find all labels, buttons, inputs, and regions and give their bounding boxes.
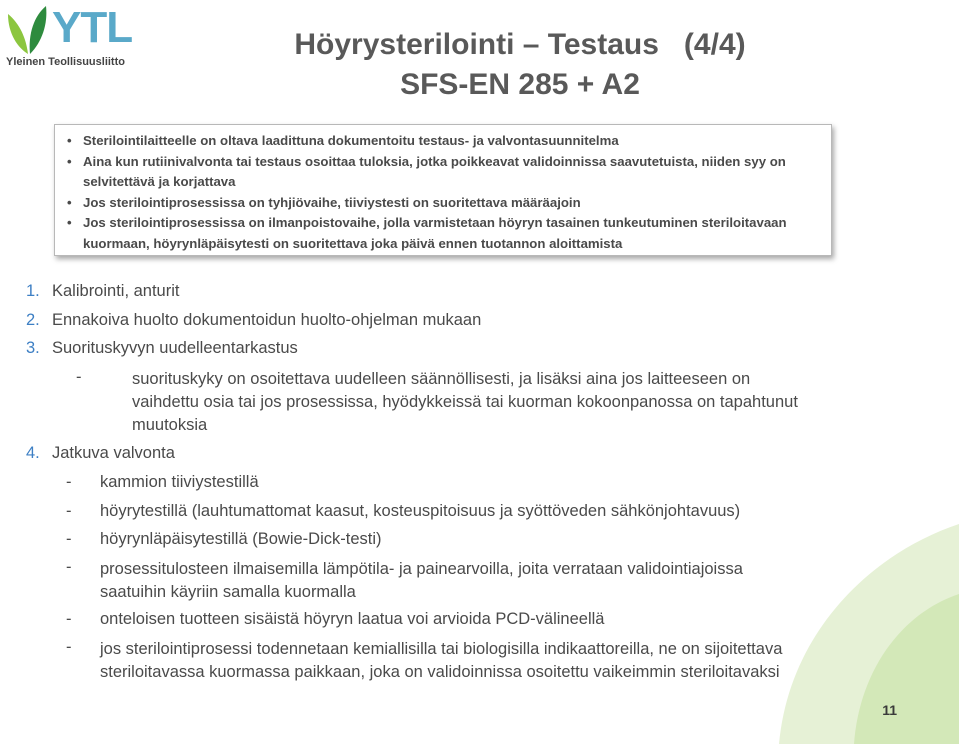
dash-marker: - <box>76 368 82 386</box>
dash-marker: - <box>66 610 72 628</box>
list-text: Jatkuva valvonta <box>52 444 175 462</box>
sub-list-item <box>66 558 743 604</box>
sub-text-line: saatuihin käyriin samalla kuormalla <box>100 583 356 601</box>
leaf-logo-icon <box>4 4 50 56</box>
sub-list-item <box>66 502 740 521</box>
sub-list-item <box>66 610 604 629</box>
sub-text-line: höyrynläpäisytestillä (Bowie-Dick-testi) <box>100 530 382 548</box>
summary-bullet-list <box>67 131 821 254</box>
dash-marker: - <box>66 558 72 576</box>
list-item <box>26 311 481 330</box>
list-text: Suorituskyvyn uudelleentarkastus <box>52 339 298 357</box>
page-subtitle: SFS-EN 285 + A2 <box>400 68 640 101</box>
sub-list-item <box>66 638 782 684</box>
sub-list-item <box>66 473 259 492</box>
list-item <box>26 444 175 463</box>
dash-marker: - <box>66 530 72 548</box>
sub-text-line: jos sterilointiprosessi todennetaan kemiallisilla tai biologisilla indikaattoreilla, ne on sijoitettava <box>100 640 783 658</box>
sub-text-line: vaihdettu osia tai jos prosessissa, hyödykkeissä tai kuorman kokoonpanossa on tapahtunut <box>132 393 798 411</box>
sub-text-line: prosessitulosteen ilmaisemilla lämpötila- ja painearvoilla, joita verrataan validointiajoissa <box>100 560 743 578</box>
page-number: 11 <box>882 702 897 718</box>
list-item <box>26 339 298 358</box>
sub-text-line: höyrytestillä (lauhtumattomat kaasut, kosteuspitoisuus ja syöttöveden sähkönjohtavuus) <box>100 502 741 520</box>
sub-text-line: kammion tiiviystestillä <box>100 473 259 491</box>
sub-list-item <box>66 530 382 549</box>
sub-text-line: steriloitavassa kuormassa paikkaan, joka on validoinnissa osoitettu vaikeimmin steriloitavaksi <box>100 663 780 681</box>
list-text: Ennakoiva huolto dokumentoidun huolto-ohjelman mukaan <box>52 311 482 329</box>
page-title: Höyrysterilointi – Testaus (4/4) <box>294 28 746 61</box>
list-item <box>26 282 179 301</box>
sub-text-line: muutoksia <box>132 416 208 434</box>
list-number: 2. <box>26 311 40 329</box>
sub-text-line: onteloisen tuotteen sisäistä höyryn laatua voi arvioida PCD-välineellä <box>100 610 605 628</box>
list-number: 4. <box>26 444 40 462</box>
sub-text-line: suorituskyky on osoitettava uudelleen säännöllisesti, ja lisäksi aina jos laitteeseen on <box>132 370 751 388</box>
sub-list-item <box>76 368 798 437</box>
summary-bullet: • Jos sterilointiprosessissa on tyhjiövaihe, tiiviystesti on suoritettava määräajoin <box>67 193 821 214</box>
ytl-logo <box>4 4 134 68</box>
leaf-background-icon <box>659 484 959 744</box>
logo-subtitle: Yleinen Teollisuusliitto <box>6 56 125 68</box>
dash-marker: - <box>66 502 72 520</box>
dash-marker: - <box>66 638 72 656</box>
summary-bullet: • Aina kun rutiinivalvonta tai testaus osoittaa tuloksia, jotka poikkeavat validoinnissa saavutetuista, niiden syy on selvitettävä ja korjattava <box>67 152 821 193</box>
summary-box <box>54 124 832 256</box>
dash-marker: - <box>66 473 72 491</box>
summary-bullet: • Sterilointilaitteelle on oltava laadittuna dokumentoitu testaus- ja valvontasuunnitelma <box>67 131 821 152</box>
summary-bullet: • Jos sterilointiprosessissa on ilmanpoistovaihe, jolla varmistetaan höyryn tasainen tunkeutuminen steriloitavaan kuormaan, höyrynläpäisytesti on suoritettava joka päivä ennen tuotannon aloittamista <box>67 213 821 254</box>
list-number: 1. <box>26 282 40 300</box>
logo-text: YTL <box>52 3 133 52</box>
list-text: Kalibrointi, anturit <box>52 282 180 300</box>
list-number: 3. <box>26 339 40 357</box>
